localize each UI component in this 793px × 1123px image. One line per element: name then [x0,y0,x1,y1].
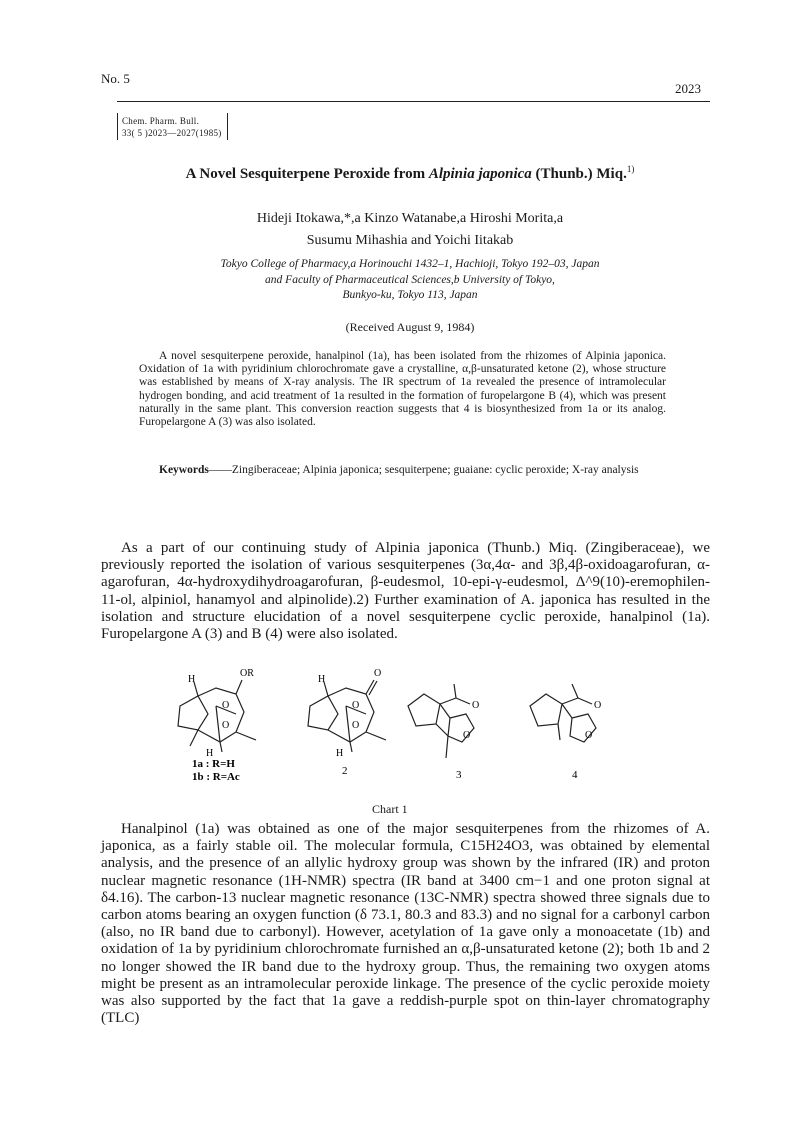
label-1a: 1a : R=H [192,758,235,770]
title-suffix: (Thunb.) Miq. [531,166,627,182]
header-rule [117,101,710,102]
label-4: 4 [572,769,578,781]
structure-4-atom-o-furan: O [585,730,593,741]
issue-number: No. 5 [101,71,130,86]
chart-caption: Chart 1 [372,802,408,816]
label-2: 2 [342,765,348,777]
journal-citation [117,113,228,140]
structure-1-atom-h-bottom: H [206,748,214,759]
page-number: 2023 [675,81,701,96]
results-paragraph: Hanalpinol (1a) was obtained as one of the major sesquiterpenes from the rhizomes of A. japonica, as a fairly stable oil. The molecular formula, C15H24O3, was obtained by elemental analysis, and the presence of an allylic hydroxy group was shown by the infrared (IR) and proton nuclear magnetic resonance (1H-NMR) spectra (IR band at 3400 cm−1 and one proton signal at δ4.16). The carbon-13 nuclear magnetic resonance (13C-NMR) spectra showed three signals due to carbon atoms bearing an oxygen function (δ 73.1, 80.3 and 83.3) and no signal for a carbonyl carbon (also, no IR band due to carbonyl). However, acetylation of 1a gave only a monoacetate (1b) and oxidation of 1a by pyridinium chlorochromate furnished an α,β-unsaturated ketone (2); both 1b and 2 no longer showed the IR band due to the hydroxy group. Thus, the remaining two oxygen atoms might be present as an intramolecular peroxide linkage. The presence of the cyclic peroxide moiety was also supported by the fact that 1a gave a reddish-purple spot on thin-layer chromatography (TLC) [101,821,710,1027]
intro-paragraph: As a part of our continuing study of Alpinia japonica (Thunb.) Miq. (Zingiberaceae), we previously reported the isolation of various sesquiterpenes (3α,4α- and 3β,4β-oxidoagarofuran, α-agarofuran, 4α-hydroxydihydroagarofuran, β-eudesmol, 10-epi-γ-eudesmol, Δ^9(10)-eremophilen-11-ol, alpiniol, hanamyol and alpinolide).2) Further examination of A. japonica has resulted in the isolation and structure elucidation of a novel sesquiterpene cyclic peroxide, hanalpinol (1a). Furopelargone A (3) and B (4) were also isolated. [101,540,710,643]
structure-1-atom-h-top: H [188,674,196,685]
keywords-text: Zingiberaceae; Alpinia japonica; sesquiterpene; guaiane: cyclic peroxide; X-ray analysis [231,464,639,476]
structure-2-atom-o-keto: O [374,668,382,679]
structure-3-atom-o-keto: O [472,700,480,711]
structure-2-atom-o-upper: O [352,700,360,711]
keywords-label: Keywords [159,464,209,476]
structure-2-atom-h-top: H [318,674,326,685]
affiliation-line-2: and Faculty of Pharmaceutical Sciences,b University of Tokyo, [265,273,555,286]
title-prefix: A Novel Sesquiterpene Peroxide from [185,166,429,182]
article-title [105,164,715,183]
structure-3 [408,684,474,758]
structure-3-atom-o-furan: O [463,730,471,741]
abstract: A novel sesquiterpene peroxide, hanalpinol (1a), has been isolated from the rhizomes of Alpinia japonica. Oxidation of 1a with pyridinium chlorochromate gave a crystalline, α,β-unsaturated ketone (2), whose structure was established by means of X-ray analysis. The IR spectrum of 1a revealed the presence of intramolecular hydrogen bonding, and acid treatment of 1a resulted in the formation of furopelargone B (4), which was present naturally in the same plant. This conversion reaction suggests that 4 is biosynthesized from 1a or its analog. Furopelargone A (3) was also isolated. [139,350,666,429]
authors-line-1: Hideji Itokawa,*,a Kinzo Watanabe,a Hiroshi Morita,a [256,211,564,226]
keywords: Keywords——Zingiberaceae; Alpinia japonica; sesquiterpene; guaiane: cyclic peroxide; X-ray analysis [159,464,639,476]
structure-1-atom-or: OR [240,668,254,679]
structure-1-atom-o-lower: O [222,720,230,731]
structure-2-atom-o-lower: O [352,720,360,731]
structure-4-atom-o-keto: O [594,700,602,711]
affiliations [105,257,715,304]
affiliation-line-3: Bunkyo-ku, Tokyo 113, Japan [342,289,478,301]
title-species: Alpinia japonica [428,166,532,182]
received-date: (Received August 9, 1984) [345,320,475,334]
label-1b: 1b : R=Ac [192,771,240,783]
author-list [105,208,715,252]
affiliation-line-1: Tokyo College of Pharmacy,a Horinouchi 1432–1, Hachioji, Tokyo 192–03, Japan [220,258,600,270]
title-footnote: 1) [626,164,635,174]
citation-journal: Chem. Pharm. Bull. [122,116,200,126]
structure-1-atom-o-upper: O [222,700,230,711]
chemical-structures-figure [160,656,620,786]
label-3: 3 [456,769,462,781]
structure-1 [178,680,256,752]
citation-volume: 33( 5 )2023—2027(1985) [122,128,222,138]
structure-2-atom-h-bottom: H [336,748,344,759]
authors-line-2: Susumu Mihashia and Yoichi Iitakab [306,233,514,248]
structure-2 [308,680,386,752]
